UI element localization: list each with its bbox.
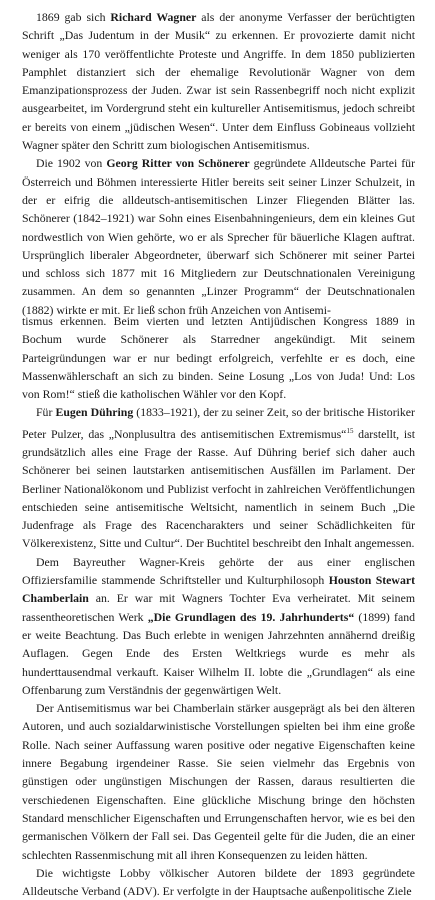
bottom-text-block xyxy=(22,312,415,900)
text-run: gegründete Alldeutsche Partei für Österreich und Böhmen interessierte Hitler bereits seit seiner Linzer Schulzeit, in der er eifrig die alldeutsch-antisemitischen Linzer Fliegenden Blätter las. Schönerer (1842–1921) war Sohn eines Eisenbahningenieurs, dem ein kleines Gut nordwestlich von Wien gehörte, wo er als Sprecher für bäuerliche Klagen auftrat. Ursprünglich liberaler Abgeordneter, überwarf sich Schönerer mit seiner Partei und schloss sich 1877 mit 16 Mitgliedern zur Deutschnationalen Vereinigung zusammen. An dem so genannten „Linzer Programm“ der Deutschnationalen (1882) wirkte er mit. Er ließ schon früh Anzeichen von Antisemi- xyxy=(22,156,416,317)
text-run: (1899) fand er weite Beachtung. Das Buch erlebte in wenigen Jahrzehnten annähernd dreißig Auflagen. Gegen Ende des Ersten Weltkriegs wurde es mehr als hunderttausendmal verkauft. Kaiser Wilhelm II. lobte die „Grundlagen“ als eine Offenbarung zum Verständnis der gegenwärtigen Welt. xyxy=(22,609,415,697)
paragraph-duehring xyxy=(22,403,415,552)
name-eugen-duehring: Eugen Dühring xyxy=(55,405,134,420)
paragraph-adv: Die wichtigste Lobby völkischer Autoren bildete der 1893 gegründete Alldeutsche Verband (ADV). Er verfolgte in der Hauptsache außenpolitische Ziele xyxy=(22,865,415,899)
top-text-block xyxy=(22,8,415,319)
text-run: Die 1902 von xyxy=(36,156,107,171)
paragraph-schoenerer-continued: tismus erkennen. Beim vierten und letzten Antijüdischen Kongress 1889 in Bochum wurde Schönerer als Starredner angekündigt. Mit seinem Parteigründungen war er nur bedingt erfolgreich, verfehlte er es doch, eine Massenwählerschaft an sich zu binden. Seine Losung „Los von Juda! Und: Los von Rom!“ stieß die katholischen Wähler vor den Kopf. xyxy=(22,314,415,402)
text-run: als der anonyme Verfasser der berüchtigten Schrift „Das Judentum in der Musik“ zu erkennen. Er provozierte damit nicht weniger als 170 veröffentlichte Proteste und Angriffe. In dem 1850 publizierten Pamphlet distanziert sich der ehemalige Revolutionär Wagner von dem Emanzipationsprozess der Juden. Zwar ist sein Rassenbegriff noch nicht explizit ausgearbeitet, im Vordergrund steht ein kultureller Antisemitismus, jedoch schreibt er bereits von einem „jüdischen Wesen“. Unter dem Einfluss Gobineaus vollzieht Wagner später den Schritt zum biologischen Antisemitismus. xyxy=(22,10,415,153)
name-schoenerer: Georg Ritter von Schönerer xyxy=(106,156,250,171)
paragraph-schoenerer xyxy=(22,154,415,319)
footnote-marker: 15 xyxy=(346,426,354,435)
paragraph-wagner xyxy=(22,8,415,154)
book-title-grundlagen: „Die Grundlagen des 19. Jahrhunderts“ xyxy=(147,609,355,624)
paragraph-chamberlain xyxy=(22,553,415,699)
text-run: Für xyxy=(36,405,56,420)
text-run: (1833–1921), der zu seiner Zeit, so der britische Historiker Peter Pulzer, das „Nonplusultra des antisemitischen Extremismus“ xyxy=(22,405,415,441)
text-run: an. Er war mit Wagners Tochter Eva verheiratet. Mit seinem rassentheoretischen Werk xyxy=(22,591,415,624)
name-chamberlain: Houston Stewart Chamberlain xyxy=(22,573,416,606)
text-run: Dem Bayreuther Wagner-Kreis gehörte der aus einer englischen Offiziersfamilie stammende Schriftsteller und Kulturphilosoph xyxy=(22,554,415,588)
name-richard-wagner: Richard Wagner xyxy=(110,10,197,24)
text-run: 1869 gab sich xyxy=(36,10,111,24)
paragraph-chamberlain-theory: Der Antisemitismus war bei Chamberlain stärker ausgeprägt als bei den älteren Autoren, und auch sozialdarwinistische Vorstellungen spielten bei ihm eine große Rolle. Nach seiner Auffassung waren positive oder negative Eigenschaften keine innere Begabung irgendeiner Rasse. Sie seien vielmehr das Ergebnis von günstigen oder ungünstigen Mischungen der Rassen, daraus resultierten die verschiedenen Eigenschaften. Eine glückliche Mischung bringe den höchsten Standard menschlicher Eigenschaften und Errungenschaften hervor, wie es bei den germanischen Völkern der Fall sei. Das Gegenteil gelte für die Juden, die an einer schlechten Rassenmischung mit all ihren Konsequenzen zu leiden hätten. xyxy=(22,701,415,862)
text-run: darstellt, ist grundsätzlich alles eine Frage der Rasse. Auf Dühring berief sich daher auch Schönerer bei seinen lautstarken antisemitischen Ausfällen im Parlament. Der Berliner Nationalökonom und Publizist verfocht in zahlreichen Veröffentlichungen entschieden seine antisemitische Weltsicht, namentlich in seinem Buch „Die Judenfrage als Frage des Racencharakters und seiner Schädlichkeiten für Völkerexistenz, Sitte und Cultur“. Der Buchtitel beschreibt den Inhalt angemessen. xyxy=(22,426,416,551)
